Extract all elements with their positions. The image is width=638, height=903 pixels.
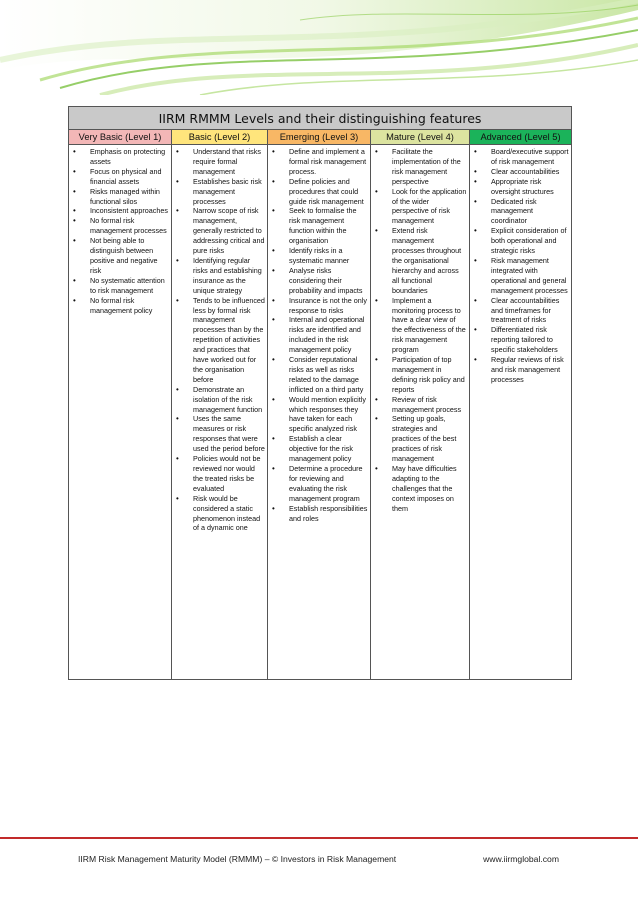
feature-item: • Narrow scope of risk management, generally restricted to addressing critical and pure risks [174, 206, 265, 256]
feature-item: • Review of risk management process [373, 395, 467, 415]
feature-item: • Board/executive support of risk management [472, 147, 569, 167]
feature-item: • Uses the same measures or risk responses that were used the period before [174, 414, 265, 454]
feature-item: • Tends to be influenced less by formal risk management processes than by the repetition of activities and practices that have worked out for the organisation before [174, 296, 265, 385]
feature-item: • Risk would be considered a static phenomenon instead of a dynamic one [174, 494, 265, 534]
feature-item: • No systematic attention to risk management [71, 276, 169, 296]
feature-item: • Not being able to distinguish between positive and negative risk [71, 236, 169, 276]
maturity-levels-table-container [68, 106, 571, 680]
level-3-features-list [270, 147, 368, 523]
feature-item: • Policies would not be reviewed nor would the treated risks be evaluated [174, 454, 265, 494]
feature-item: • Analyse risks considering their probability and impacts [270, 266, 368, 296]
feature-item: • Differentiated risk reporting tailored to specific stakeholders [472, 325, 569, 355]
level-header-1: Very Basic (Level 1) [69, 130, 172, 145]
feature-item: • Define and implement a formal risk management process. [270, 147, 368, 177]
feature-item: • Insurance is not the only response to risks [270, 296, 368, 316]
green-wave-graphic [0, 0, 638, 95]
feature-item: • No formal risk management processes [71, 216, 169, 236]
footer-website-link[interactable]: www.iirmglobal.com [483, 854, 559, 864]
feature-item: • Look for the application of the wider perspective of risk management [373, 187, 467, 227]
feature-item: • Establish responsibilities and roles [270, 504, 368, 524]
level-header-4: Mature (Level 4) [371, 130, 470, 145]
level-1-features-list [71, 147, 169, 315]
feature-item: • Clear accountabilities [472, 167, 569, 177]
feature-item: • Internal and operational risks are identified and included in the risk management policy [270, 315, 368, 355]
feature-item: • Appropriate risk oversight structures [472, 177, 569, 197]
feature-item: • Establish a clear objective for the risk management policy [270, 434, 368, 464]
footer-copyright: IIRM Risk Management Maturity Model (RMMM) – © Investors in Risk Management [78, 854, 397, 864]
feature-item: • Determine a procedure for reviewing and evaluating the risk management program [270, 464, 368, 504]
feature-item: • Dedicated risk management coordinator [472, 197, 569, 227]
level-1-features-cell [69, 145, 172, 680]
feature-item: • Clear accountabilities and timeframes for treatment of risks [472, 296, 569, 326]
feature-item: • Facilitate the implementation of the risk management perspective [373, 147, 467, 187]
feature-item: • Emphasis on protecting assets [71, 147, 169, 167]
feature-item: • Extend risk management processes throughout the organisational hierarchy and across all functional boundaries [373, 226, 467, 295]
level-2-features-cell [172, 145, 268, 680]
footer-divider [0, 837, 638, 839]
feature-item: • May have difficulties adapting to the challenges that the context imposes on them [373, 464, 467, 514]
level-5-features-list [472, 147, 569, 385]
feature-item: • Establishes basic risk management processes [174, 177, 265, 207]
level-5-features-cell [470, 145, 572, 680]
feature-item: • Understand that risks require formal management [174, 147, 265, 177]
feature-item: • Demonstrate an isolation of the risk management function [174, 385, 265, 415]
level-2-features-list [174, 147, 265, 533]
table-title: IIRM RMMM Levels and their distinguishing features [69, 107, 572, 130]
feature-item: • No formal risk management policy [71, 296, 169, 316]
feature-item: • Explicit consideration of both operational and strategic risks [472, 226, 569, 256]
feature-item: • Participation of top management in defining risk policy and reports [373, 355, 467, 395]
level-4-features-cell [371, 145, 470, 680]
level-header-3: Emerging (Level 3) [268, 130, 371, 145]
feature-item: • Inconsistent approaches [71, 206, 169, 216]
feature-item: • Risk management integrated with operational and general management processes [472, 256, 569, 296]
level-header-2: Basic (Level 2) [172, 130, 268, 145]
maturity-levels-table [68, 106, 572, 680]
feature-item: • Seek to formalise the risk management function within the organisation [270, 206, 368, 246]
feature-item: • Risks managed within functional silos [71, 187, 169, 207]
level-header-5: Advanced (Level 5) [470, 130, 572, 145]
level-3-features-cell [268, 145, 371, 680]
feature-item: • Identify risks in a systematic manner [270, 246, 368, 266]
feature-item: • Setting up goals, strategies and practices of the best practices of risk management [373, 414, 467, 464]
feature-item: • Focus on physical and financial assets [71, 167, 169, 187]
feature-item: • Identifying regular risks and establishing insurance as the unique strategy [174, 256, 265, 296]
feature-item: • Implement a monitoring process to have a clear view of the effectiveness of the risk management program [373, 296, 467, 355]
feature-item: • Define policies and procedures that could guide risk management [270, 177, 368, 207]
level-4-features-list [373, 147, 467, 514]
feature-item: • Regular reviews of risk and risk management processes [472, 355, 569, 385]
feature-item: • Consider reputational risks as well as risks related to the damage inflicted on a third party [270, 355, 368, 395]
header-banner [0, 0, 638, 95]
feature-item: • Would mention explicitly which responses they have taken for each specific analyzed risk [270, 395, 368, 435]
